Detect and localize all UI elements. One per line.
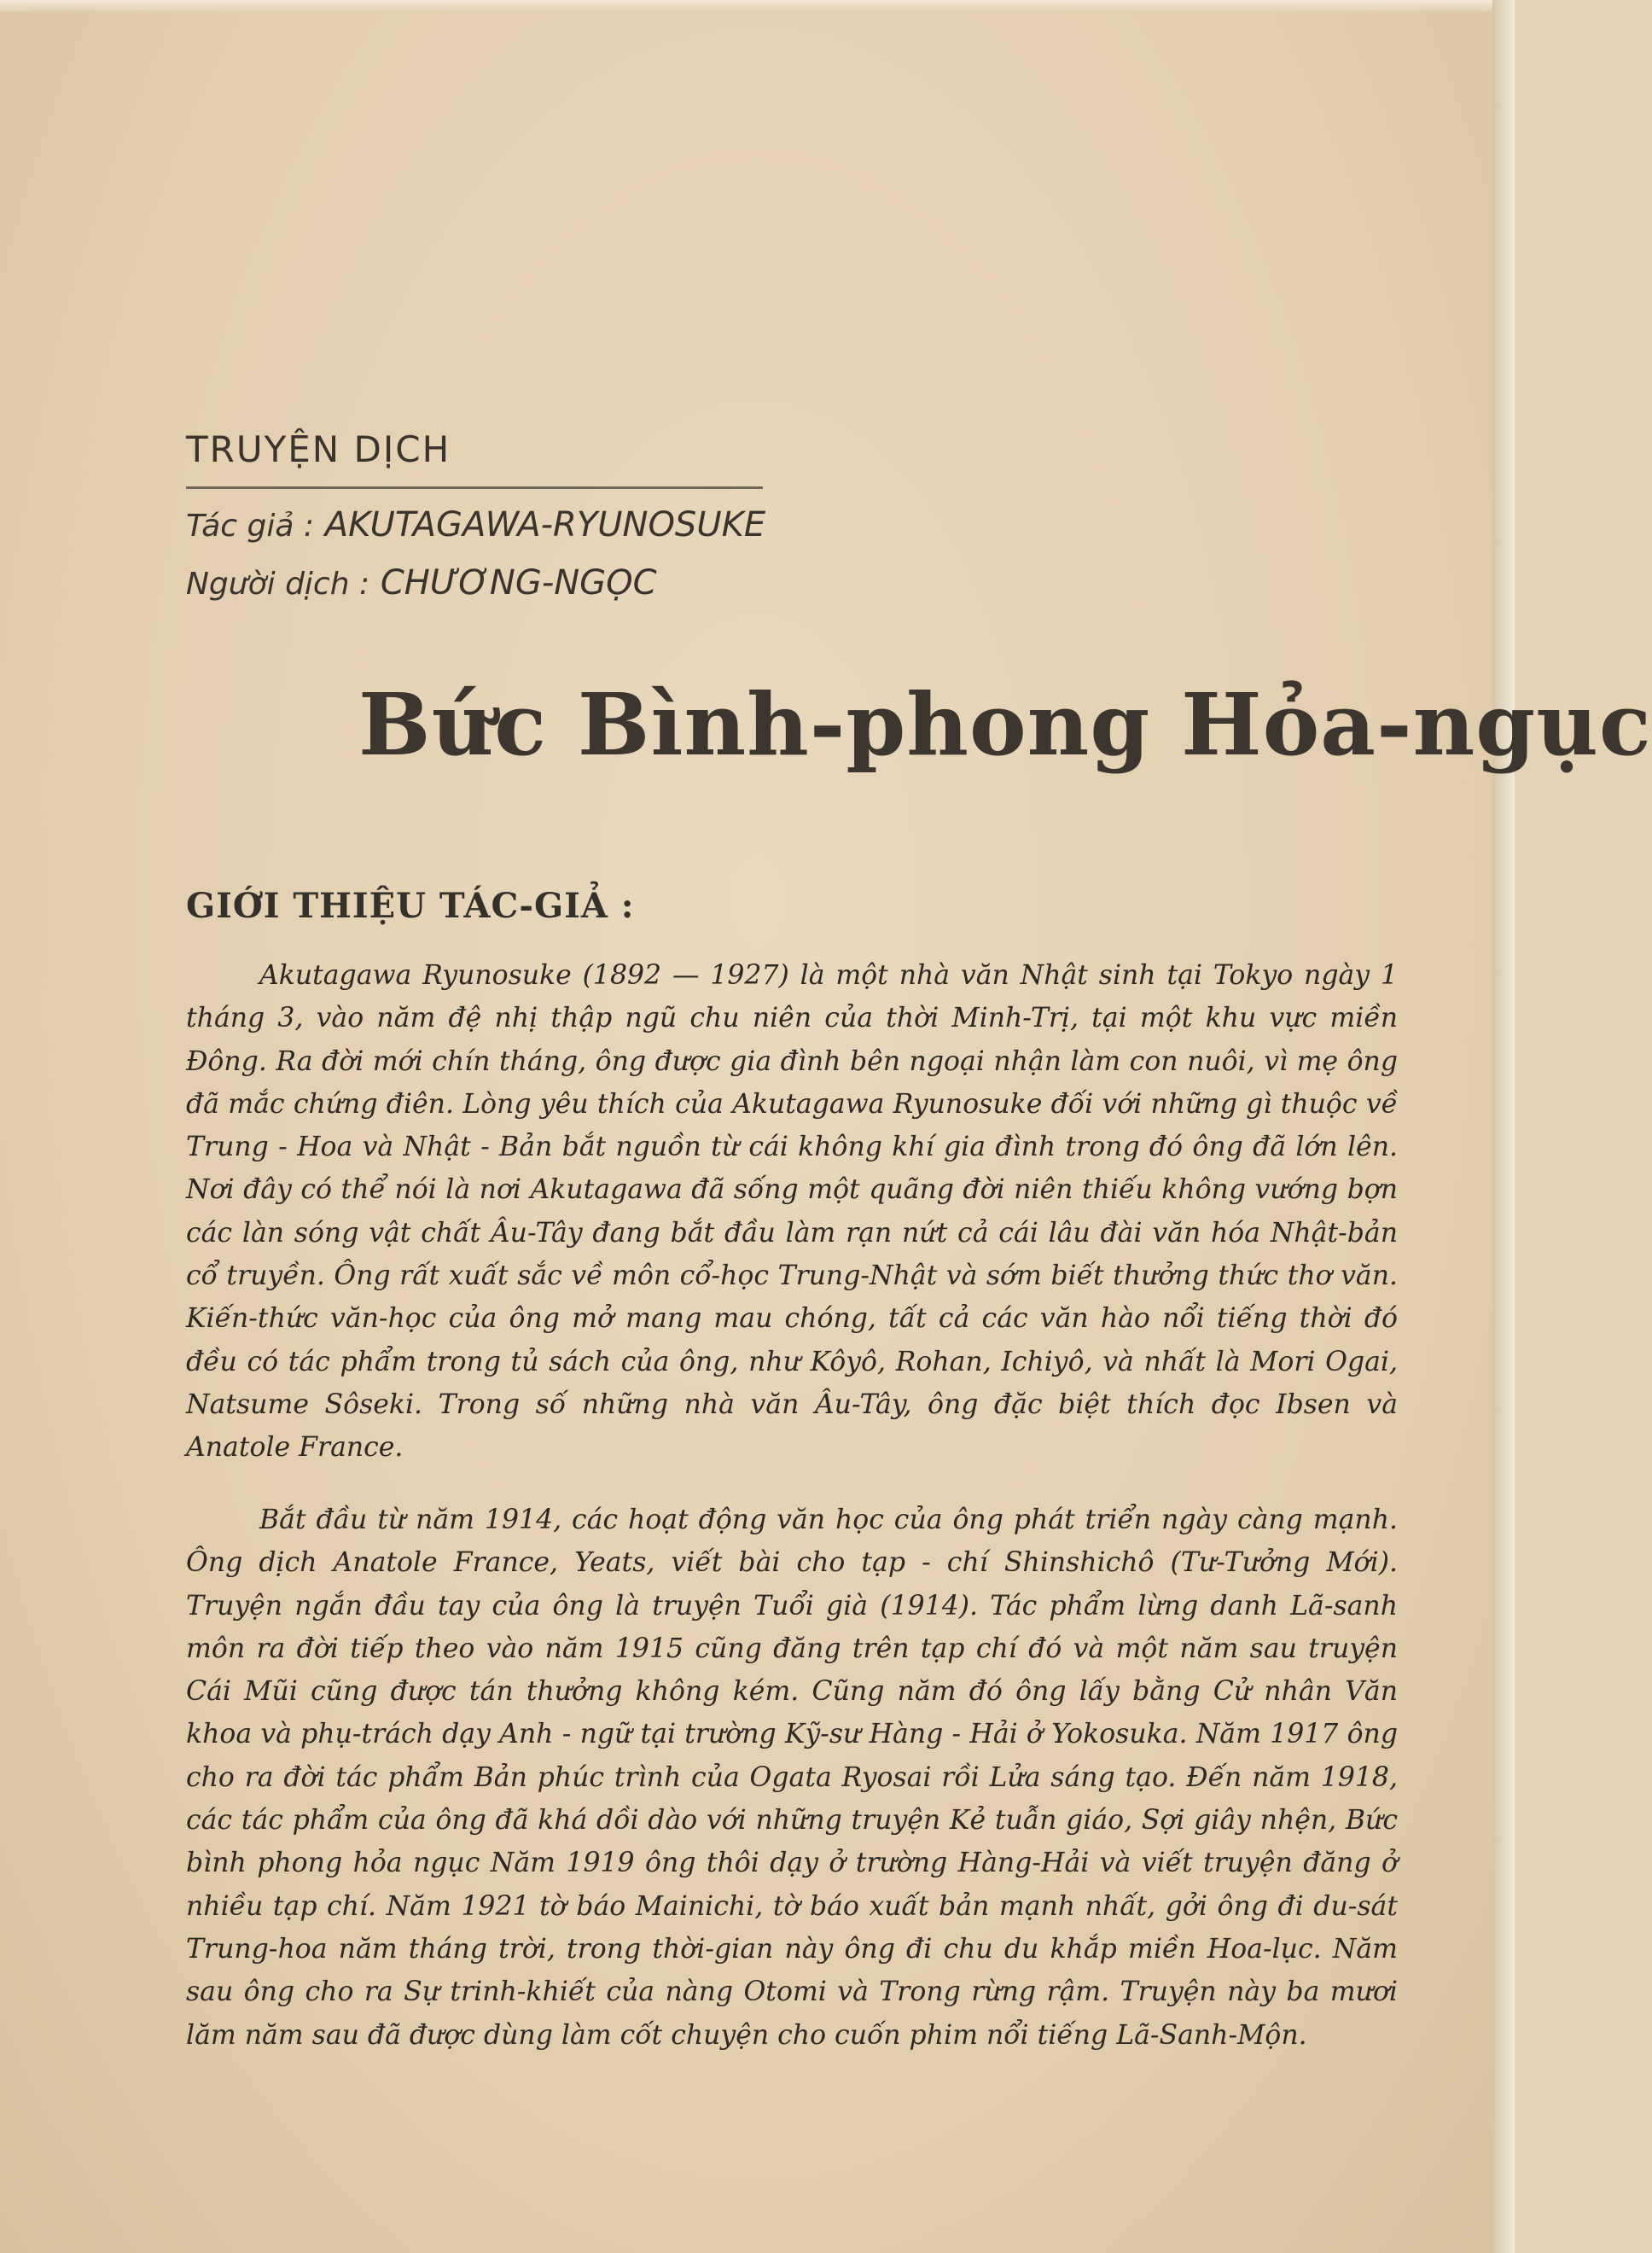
author-line [186, 505, 765, 544]
author-name: AKUTAGAWA-RYUNOSUKE [324, 505, 766, 544]
author-label: Tác giả : [186, 509, 314, 544]
section-divider [186, 486, 763, 489]
paragraph-1 [186, 954, 1398, 1470]
section-label: TRUYỆN DỊCH [186, 428, 451, 470]
translator-name: CHƯƠNG-NGỌC [380, 563, 657, 603]
paragraph-2-text: Bắt đầu từ năm 1914, các hoạt động văn học của ông phát triển ngày càng mạnh. Ông dịch Anatole France, Yeats, viết bài cho tạp - chí Shinshichô (Tư-Tưởng Mới). Truyện ngắn đầu tay của ông là truyện Tuổi già (1914). Tác phẩm lừng danh Lã-sanh môn ra đời tiếp theo vào năm 1915 cũng đăng trên tạp chí đó và một năm sau truyện Cái Mũi cũng được tán thưởng không kém. Cũng năm đó ông lấy bằng Cử nhân Văn khoa và phụ-trách dạy Anh - ngữ tại trường Kỹ-sư Hàng - Hải ở Yokosuka. Năm 1917 ông cho ra đời tác phẩm Bản phúc trình của Ogata Ryosai rồi Lửa sáng tạo. Đến năm 1918, các tác phẩm của ông đã khá dồi dào với những truyện Kẻ tuẫn giáo, Sợi giây nhện, Bức bình phong hỏa ngục Năm 1919 ông thôi dạy ở trường Hàng-Hải và viết truyện đăng ở nhiều tạp chí. Năm 1921 tờ báo Mainichi, tờ báo xuất bản mạnh nhất, gởi ông đi du-sát Trung-hoa năm tháng trời, trong thời-gian này ông đi chu du khắp miền Hoa-lục. Năm sau ông cho ra Sự trinh-khiết của nàng Otomi và Trong rừng rậm. Truyện này ba mươi lăm năm sau đã được dùng làm cốt chuyện cho cuốn phim nổi tiếng Lã-Sanh-Mộn. [186, 1505, 1398, 2051]
page-top-edge [0, 0, 1515, 12]
translator-label: Người dịch : [186, 567, 370, 602]
page-right-edge [1492, 0, 1515, 2253]
section-heading: GIỚI THIỆU TÁC-GIẢ : [186, 886, 635, 926]
paragraph-2 [186, 1499, 1398, 2057]
paragraph-1-text: Akutagawa Ryunosuke (1892 — 1927) là một nhà văn Nhật sinh tại Tokyo ngày 1 tháng 3, vào năm đệ nhị thập ngũ chu niên của thời Minh-Trị, tại một khu vực miền Đông. Ra đời mới chín tháng, ông được gia đình bên ngoại nhận làm con nuôi, vì mẹ ông đã mắc chứng điên. Lòng yêu thích của Akutagawa Ryunosuke đối với những gì thuộc về Trung - Hoa và Nhật - Bản bắt nguồn từ cái không khí gia đình trong đó ông đã lớn lên. Nơi đây có thể nói là nơi Akutagawa đã sống một quãng đời niên thiếu không vướng bợn các làn sóng vật chất Âu-Tây đang bắt đầu làm rạn nứt cả cái lâu đài văn hóa Nhật-bản cổ truyền. Ông rất xuất sắc về môn cổ-học Trung-Nhật và sớm biết thưởng thức thơ văn. Kiến-thức văn-học của ông mở mang mau chóng, tất cả các văn hào nổi tiếng thời đó đều có tác phẩm trong tủ sách của ông, như Kôyô, Rohan, Ichiyô, và nhất là Mori Ogai, Natsume Sôseki. Trong số những nhà văn Âu-Tây, ông đặc biệt thích đọc Ibsen và Anatole France. [186, 960, 1398, 1464]
translator-line [186, 563, 657, 603]
story-title: Bức Bình-phong Hỏa-ngục [358, 674, 1652, 775]
